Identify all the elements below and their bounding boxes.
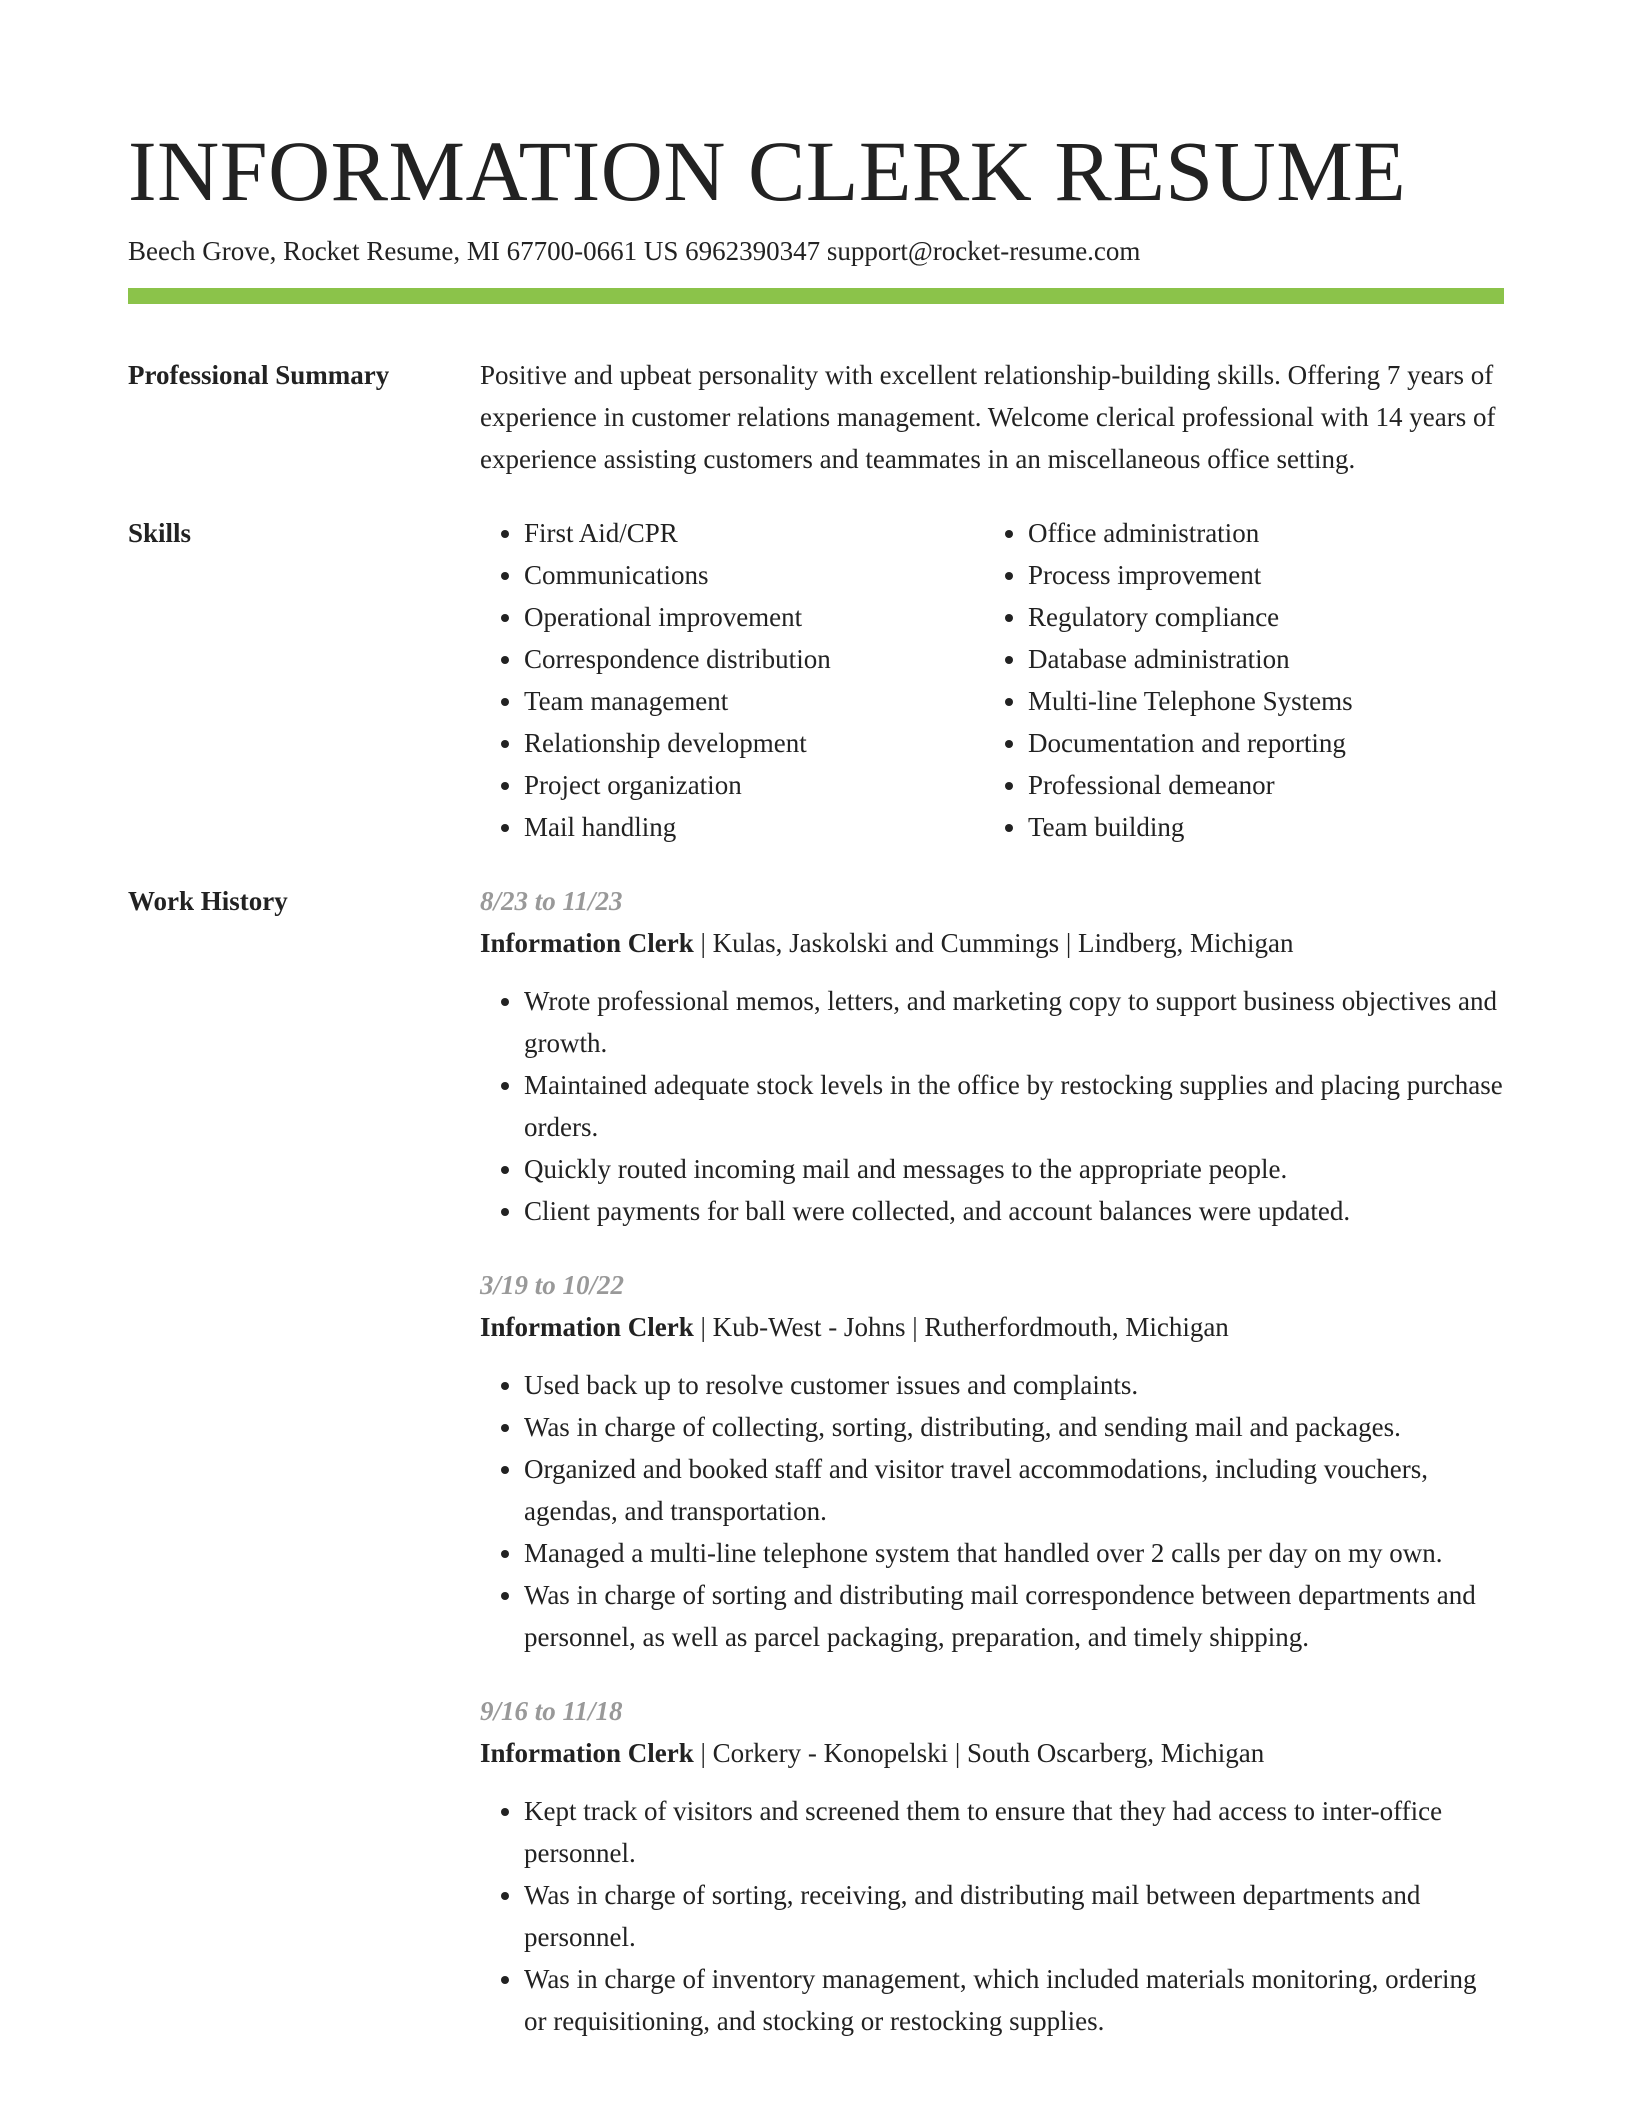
skill-item: • Professional demeanor	[1028, 764, 1488, 806]
skill-item: • First Aid/CPR	[524, 512, 984, 554]
job-entry	[480, 880, 1504, 1232]
skills-list-left	[480, 512, 984, 848]
skill-item: • Documentation and reporting	[1028, 722, 1488, 764]
job-bullet: • Organized and booked staff and visitor travel accommodations, including vouchers, agendas, and transportation.	[524, 1448, 1504, 1532]
skill-item: • Relationship development	[524, 722, 984, 764]
job-details: | Corkery - Konopelski | South Oscarberg, Michigan	[693, 1738, 1265, 1768]
job-entry	[480, 1264, 1504, 1658]
skills-list-right	[984, 512, 1488, 848]
job-details: | Kulas, Jaskolski and Cummings | Lindberg, Michigan	[693, 928, 1294, 958]
job-dates: 8/23 to 11/23	[480, 886, 623, 916]
job-title: Information Clerk	[480, 1312, 694, 1342]
skill-item: • Regulatory compliance	[1028, 596, 1488, 638]
section-title-skills: Skills	[128, 518, 192, 548]
job-bullet: • Managed a multi-line telephone system that handled over 2 calls per day on my own.	[524, 1532, 1504, 1574]
skill-item: • Database administration	[1028, 638, 1488, 680]
skill-item: • Communications	[524, 554, 984, 596]
job-bullet: • Was in charge of sorting and distributing mail correspondence between departments and personnel, as well as parcel packaging, preparation, and timely shipping.	[524, 1574, 1504, 1658]
contact-info: Beech Grove, Rocket Resume, MI 67700-0661 US 6962390347 support@rocket-resume.com	[128, 236, 1141, 266]
job-heading	[480, 922, 1504, 964]
job-bullet: • Wrote professional memos, letters, and marketing copy to support business objectives and growth.	[524, 980, 1504, 1064]
resume-page	[128, 0, 1504, 2074]
job-bullets	[480, 1364, 1504, 1658]
job-bullet: • Quickly routed incoming mail and messages to the appropriate people.	[524, 1148, 1504, 1190]
job-heading	[480, 1732, 1504, 1774]
accent-divider	[128, 288, 1504, 304]
professional-summary-section	[128, 354, 1504, 480]
job-bullet: • Maintained adequate stock levels in the office by restocking supplies and placing purchase orders.	[524, 1064, 1504, 1148]
skill-item: • Project organization	[524, 764, 984, 806]
job-bullet: • Was in charge of inventory management, which included materials monitoring, ordering or requisitioning, and stocking or restocking supplies.	[524, 1958, 1504, 2042]
skill-item: • Team management	[524, 680, 984, 722]
skill-item: • Mail handling	[524, 806, 984, 848]
job-bullet: • Was in charge of collecting, sorting, distributing, and sending mail and packages.	[524, 1406, 1504, 1448]
job-bullets	[480, 980, 1504, 1232]
skill-item: • Multi-line Telephone Systems	[1028, 680, 1488, 722]
skill-item: • Office administration	[1028, 512, 1488, 554]
job-bullets	[480, 1790, 1504, 2042]
skill-item: • Correspondence distribution	[524, 638, 984, 680]
skill-item: • Operational improvement	[524, 596, 984, 638]
skills-section	[128, 512, 1504, 848]
job-bullet: • Used back up to resolve customer issues and complaints.	[524, 1364, 1504, 1406]
job-dates: 3/19 to 10/22	[480, 1270, 625, 1300]
summary-text: Positive and upbeat personality with excellent relationship-building skills. Offering 7 years of experience in customer relations management. Welcome clerical professional with 14 years of experience assisting customers and teammates in an miscellaneous office setting.	[480, 360, 1496, 474]
section-title-work-history: Work History	[128, 886, 288, 916]
job-dates: 9/16 to 11/18	[480, 1696, 623, 1726]
skill-item: • Process improvement	[1028, 554, 1488, 596]
job-details: | Kub-West - Johns | Rutherfordmouth, Michigan	[693, 1312, 1229, 1342]
job-bullet: • Was in charge of sorting, receiving, and distributing mail between departments and personnel.	[524, 1874, 1504, 1958]
skill-item: • Team building	[1028, 806, 1488, 848]
job-heading	[480, 1306, 1504, 1348]
job-bullet: • Kept track of visitors and screened them to ensure that they had access to inter-office personnel.	[524, 1790, 1504, 1874]
job-title: Information Clerk	[480, 928, 694, 958]
job-title: Information Clerk	[480, 1738, 694, 1768]
resume-title: INFORMATION CLERK RESUME	[128, 123, 1407, 219]
job-bullet: • Client payments for ball were collected, and account balances were updated.	[524, 1190, 1504, 1232]
section-title-professional-summary: Professional Summary	[128, 360, 390, 390]
work-history-section	[128, 880, 1504, 2074]
job-entry	[480, 1690, 1504, 2042]
